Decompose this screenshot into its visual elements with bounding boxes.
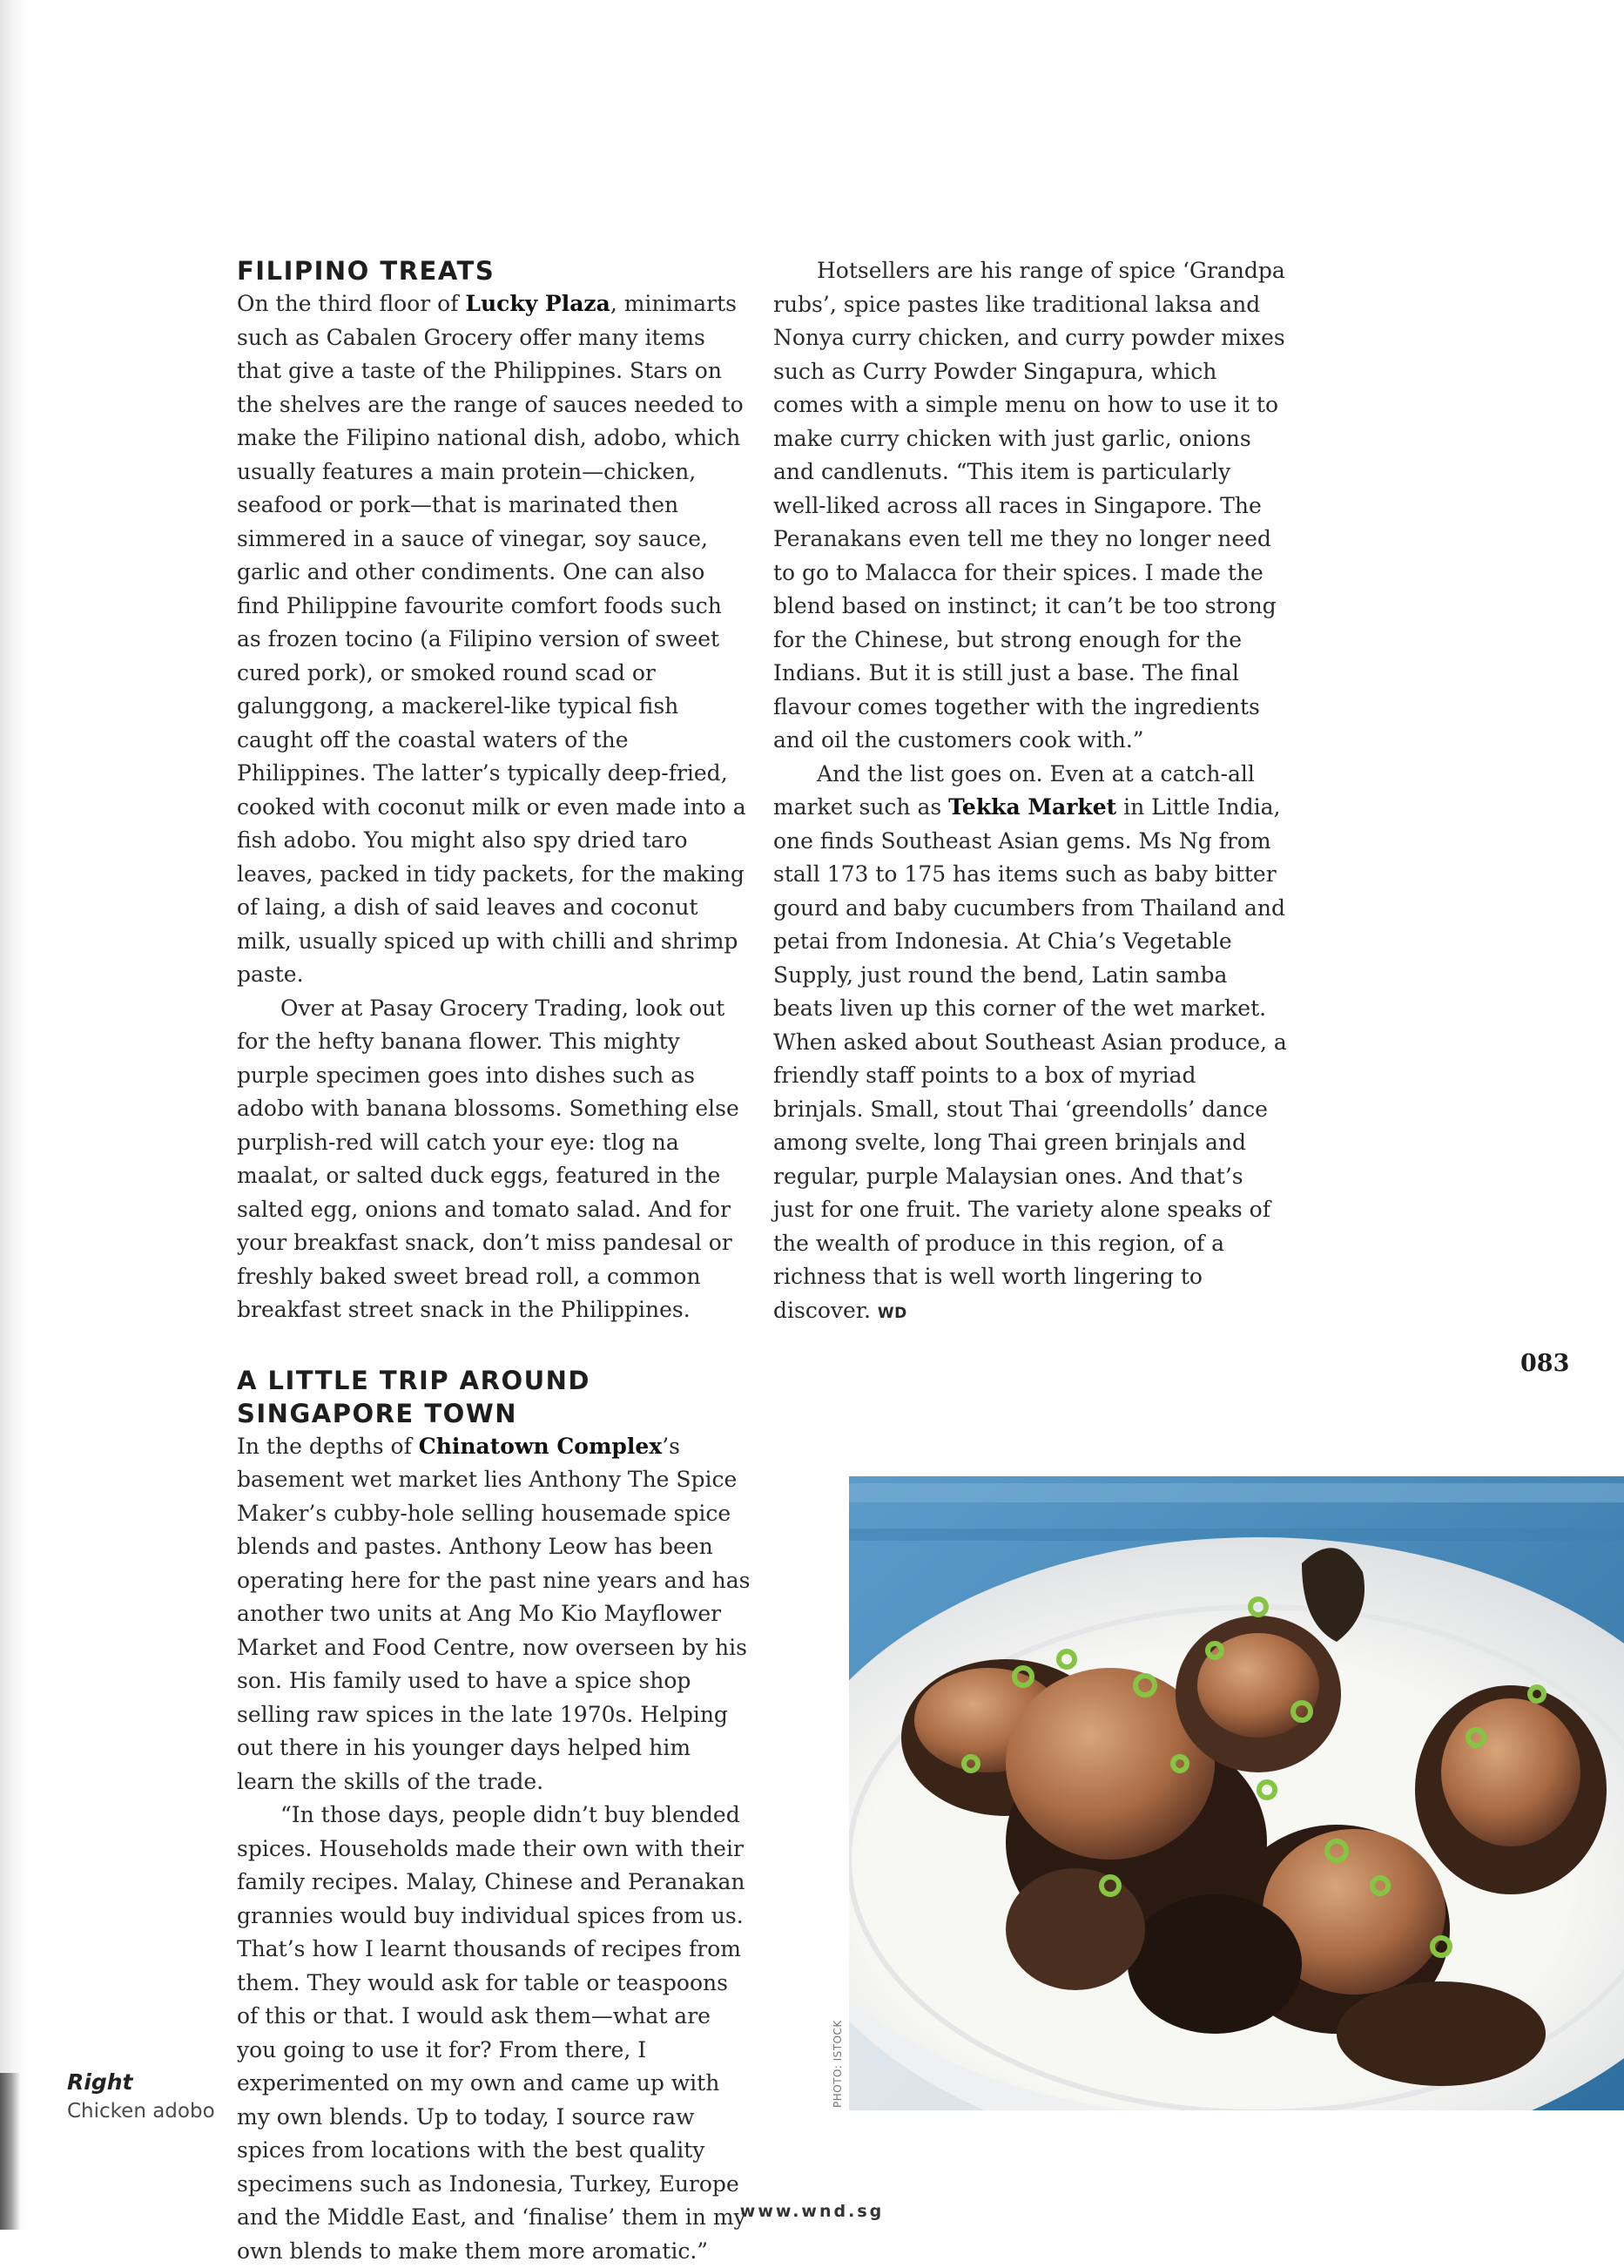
text-run: And the list goes on. Even at a catch-all market such as	[773, 760, 1255, 820]
section-heading-filipino-treats: FILIPINO TREATS	[237, 256, 495, 286]
paragraph-filipino-1	[237, 287, 751, 992]
chicken-adobo-illustration	[849, 1476, 1624, 2110]
section-heading-singapore-line1: A LITTLE TRIP AROUND	[237, 1365, 590, 1395]
caption-title: Right	[67, 2069, 133, 2095]
section-heading-singapore-line2: SINGAPORE TOWN	[237, 1398, 518, 1428]
footer-website: www.wnd.sg	[739, 2202, 885, 2221]
chicken-adobo-photo	[849, 1476, 1624, 2110]
paragraph-singapore-2: “In those days, people didn’t buy blended spices. Households made their own with their family recipes. Malay, Chinese and Peranakan grannies would buy individual spices from us. That’s how I learnt thousands of recipes from them. They would ask for table or teaspoons of this or that. I would ask them—what are you going to use it for? From there, I experimented on my own and came up with my own blends. Up to today, I source raw spices from locations with the best quality specimens such as Indonesia, Turkey, Europe and the Middle East, and ‘finalise’ them in my own blends to make them more aromatic.”	[237, 1802, 746, 2264]
page-number: 083	[1520, 1350, 1570, 1377]
photo-credit: PHOTO: ISTOCK	[832, 2020, 844, 2108]
photo-caption	[67, 2068, 215, 2125]
article-column-left	[237, 254, 751, 2268]
paragraph-singapore-4	[773, 758, 1287, 1331]
article-signoff-logo: WD	[877, 1304, 907, 1322]
text-run: in Little India, one finds Southeast Asian gems. Ms Ng from stall 173 to 175 has items such as baby bitter gourd and baby cucumbers from Thailand and petai from Indonesia. At Chia’s Vegetable Supply, just round the bend, Latin samba beats liven up this corner of the wet market. When asked about Southeast Asian produce, a friendly staff points to a box of myriad brinjals. Small, stout Thai ‘greendolls’ dance among svelte, long Thai green brinjals and regular, purple Malaysian ones. And that’s just for one fruit. The variety alone speaks of the wealth of produce in this region, of a richness that is well worth lingering to discover.	[773, 794, 1287, 1323]
text-run: ’s basement wet market lies Anthony The Spice Maker’s cubby-hole selling housemade spice blends and pastes. Anthony Leow has been operating here for the past nine years and has another two units at Ang Mo Kio Mayflower Market and Food Centre, now overseen by his son. His family used to have a spice shop selling raw spices in the late 1970s. Helping out there in his younger days helped him learn the skills of the trade.	[237, 1433, 751, 1794]
text-run: On the third floor of	[237, 291, 466, 316]
text-run: In the depths of	[237, 1433, 419, 1459]
paragraph-singapore-1	[237, 1430, 751, 1799]
place-name-lucky-plaza: Lucky Plaza	[465, 291, 610, 316]
place-name-tekka-market: Tekka Market	[948, 794, 1117, 820]
caption-text: Chicken adobo	[67, 2100, 215, 2123]
scan-edge	[0, 0, 26, 2230]
paragraph-filipino-2: Over at Pasay Grocery Trading, look out for the hefty banana flower. This mighty purple specimen goes into dishes such as adobo with banana blossoms. Something else purplish-red will catch your eye: tlog na maalat, or salted duck eggs, featured in the salted egg, onions and tomato salad. And for your breakfast snack, don’t miss pandesal or freshly baked sweet bread roll, a common breakfast street snack in the Philippines.	[237, 995, 739, 1322]
text-run: , minimarts such as Cabalen Grocery offer many items that give a taste of the Philippines. Stars on the shelves are the range of sauces needed to make the Filipino national dish, adobo, which usually features a main protein—chicken, seafood or pork—that is marinated then simmered in a sauce of vinegar, soy sauce, garlic and other condiments. One can also find Philippine favourite comfort foods such as frozen tocino (a Filipino version of sweet cured pork), or smoked round scad or galunggong, a mackerel-like typical fish caught off the coastal waters of the Philippines. The latter’s typically deep-fried, cooked with coconut milk or even made into a fish adobo. You might also spy dried taro leaves, packed in tidy packets, for the making of laing, a dish of said leaves and coconut milk, usually spiced up with chilli and shrimp paste.	[237, 291, 746, 987]
place-name-chinatown-complex: Chinatown Complex	[418, 1433, 663, 1459]
paragraph-singapore-3: Hotsellers are his range of spice ‘Grandpa rubs’, spice pastes like traditional laksa and Nonya curry chicken, and curry powder mixes such as Curry Powder Singapura, which comes with a simple menu on how to use it to make curry chicken with just garlic, onions and candlenuts. “This item is particularly well-liked across all races in Singapore. The Peranakans even tell me they no longer need to go to Malacca for their spices. I made the blend based on instinct; it can’t be too strong for the Chinese, but strong enough for the Indians. But it is still just a base. The final flavour comes together with the ingredients and oil the customers cook with.”	[773, 258, 1285, 753]
article-column-right	[773, 254, 1287, 1330]
